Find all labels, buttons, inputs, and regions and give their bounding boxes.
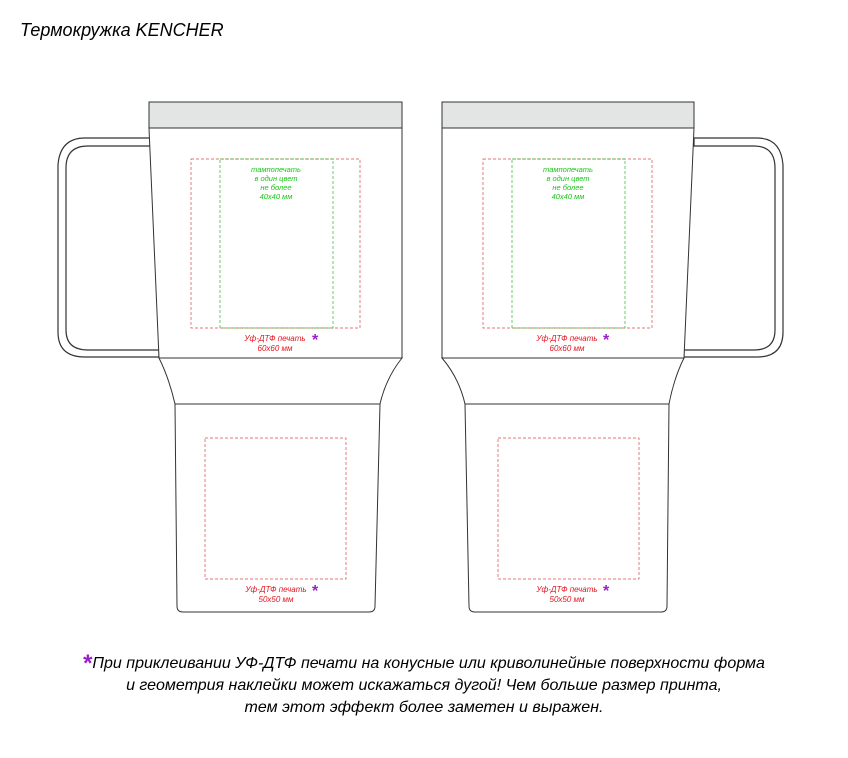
footnote: [0, 650, 848, 719]
mug-right-pad-text-2: в один цвет: [546, 174, 590, 183]
mug-right-pad-text-4: 40х40 мм: [551, 192, 585, 201]
footnote-text-1: При приклеивании УФ-ДТФ печати на конусные или криволинейные поверхности форма: [92, 655, 765, 672]
mug-left-handle: [58, 138, 159, 357]
mug-left-uv-bottom-star: *: [312, 583, 319, 600]
mug-right-uv-top-star: *: [603, 332, 610, 349]
mug-right-lid: [442, 102, 694, 128]
footnote-line-1: [0, 650, 848, 675]
mug-right-uv-bottom-label: Уф-ДТФ печать: [536, 585, 598, 594]
mug-left-upper-body: [149, 128, 402, 358]
mug-right-pad-text-3: не более: [552, 183, 584, 192]
footnote-star: *: [83, 650, 93, 677]
mug-right-uv-top-label: Уф-ДТФ печать: [536, 334, 598, 343]
mug-left-uv-bottom-size: 50х50 мм: [258, 595, 294, 604]
mug-right: [442, 102, 783, 612]
mug-right-pad-text-1: тампопечать: [543, 165, 593, 174]
mug-left-lower-body: [175, 404, 380, 612]
mug-right-uv-bottom-star: *: [603, 583, 610, 600]
mug-right-uv-top-size: 60х60 мм: [549, 344, 585, 353]
page-title: Термокружка KENCHER: [20, 20, 224, 40]
mug-left-pad-text-3: не более: [260, 183, 292, 192]
mug-left-pad-text-4: 40х40 мм: [259, 192, 293, 201]
mug-left-uv-top-size: 60х60 мм: [257, 344, 293, 353]
mug-right-waist: [442, 358, 684, 404]
mug-left-lid: [149, 102, 402, 128]
mug-right-upper-body: [442, 128, 694, 358]
mug-left: [58, 102, 402, 612]
footnote-line-2: и геометрия наклейки может искажаться дугой! Чем больше размер принта,: [126, 677, 722, 694]
footnote-line-3: тем этот эффект более заметен и выражен.: [244, 699, 604, 716]
mug-left-uv-top-label: Уф-ДТФ печать: [244, 334, 306, 343]
mug-left-pad-text-2: в один цвет: [254, 174, 298, 183]
mug-left-uv-top-star: *: [312, 332, 319, 349]
mug-right-lower-body: [465, 404, 669, 612]
mug-right-handle: [684, 138, 783, 357]
mug-left-pad-text-1: тампопечать: [251, 165, 301, 174]
mug-left-uv-bottom-label: Уф-ДТФ печать: [245, 585, 307, 594]
mug-left-waist: [159, 358, 402, 404]
mug-right-uv-bottom-size: 50х50 мм: [549, 595, 585, 604]
